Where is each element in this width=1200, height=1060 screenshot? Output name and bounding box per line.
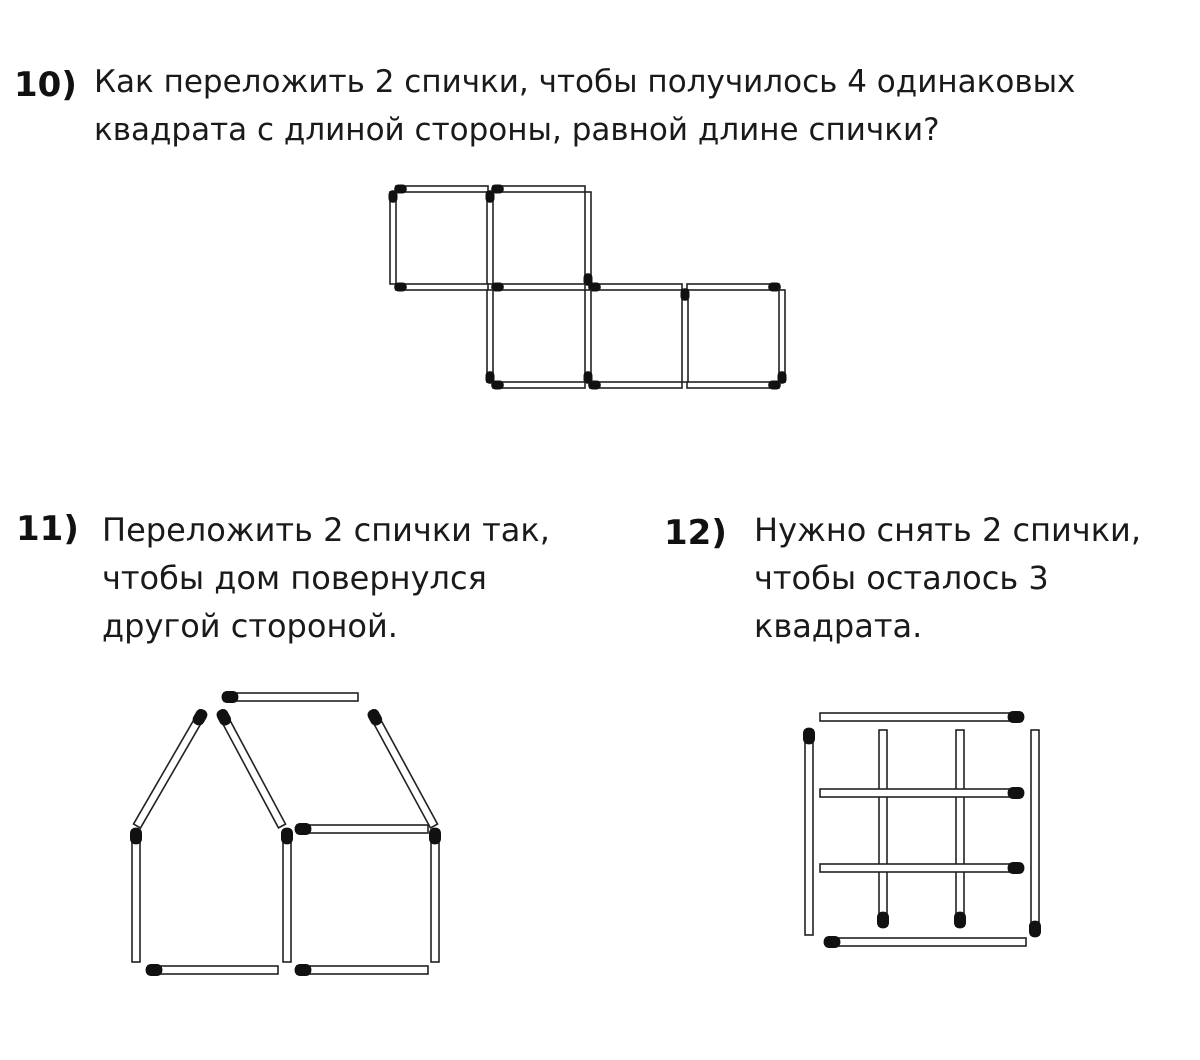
match-stick — [687, 283, 781, 292]
puzzle-10-figure — [389, 185, 787, 390]
match-stick — [429, 828, 441, 962]
match-stick — [295, 823, 428, 835]
match-stick — [584, 290, 593, 384]
puzzle-11-number: 11) — [16, 509, 79, 549]
puzzle-11-house-figure — [130, 691, 441, 976]
match-stick — [491, 283, 585, 292]
match-stick — [366, 707, 440, 829]
match-stick — [778, 290, 787, 384]
match-stick — [394, 185, 488, 194]
puzzle-10-line-1: Как переложить 2 спички, чтобы получилось 4 одинаковых — [94, 64, 1076, 100]
match-stick — [132, 707, 210, 829]
puzzle-10-line-2: квадрата с длиной стороны, равной длине спички? — [94, 112, 940, 148]
puzzle-10-number: 10) — [14, 65, 77, 105]
puzzle-12-line-1: Нужно снять 2 спички, — [754, 511, 1141, 549]
match-stick — [954, 730, 966, 928]
match-stick — [1029, 730, 1041, 937]
match-stick — [491, 185, 585, 194]
match-stick — [295, 964, 428, 976]
match-stick — [681, 288, 690, 382]
puzzle-12-grid-figure — [803, 711, 1041, 948]
match-stick — [877, 730, 889, 928]
match-stick — [588, 381, 682, 390]
puzzle-12-line-3: квадрата. — [754, 607, 923, 645]
puzzle-11-line-1: Переложить 2 спички так, — [102, 511, 550, 549]
match-stick — [820, 787, 1024, 799]
match-stick — [130, 828, 142, 962]
match-stick — [394, 283, 488, 292]
puzzle-11-line-3: другой стороной. — [102, 607, 398, 645]
match-stick — [491, 381, 585, 390]
puzzle-12-line-2: чтобы осталось 3 — [754, 559, 1049, 597]
match-stick — [824, 936, 1026, 948]
match-stick — [222, 691, 358, 703]
match-stick — [215, 707, 288, 829]
puzzle-11-line-2: чтобы дом повернулся — [102, 559, 487, 597]
puzzle-12-number: 12) — [664, 513, 727, 553]
match-stick — [389, 190, 398, 284]
match-stick — [584, 192, 593, 286]
match-stick — [281, 828, 293, 962]
match-stick — [588, 283, 682, 292]
match-stick — [486, 190, 495, 284]
match-stick — [803, 728, 815, 935]
match-stick — [486, 290, 495, 384]
match-stick — [146, 964, 278, 976]
match-stick — [687, 381, 781, 390]
match-stick — [820, 862, 1024, 874]
match-stick — [820, 711, 1024, 723]
